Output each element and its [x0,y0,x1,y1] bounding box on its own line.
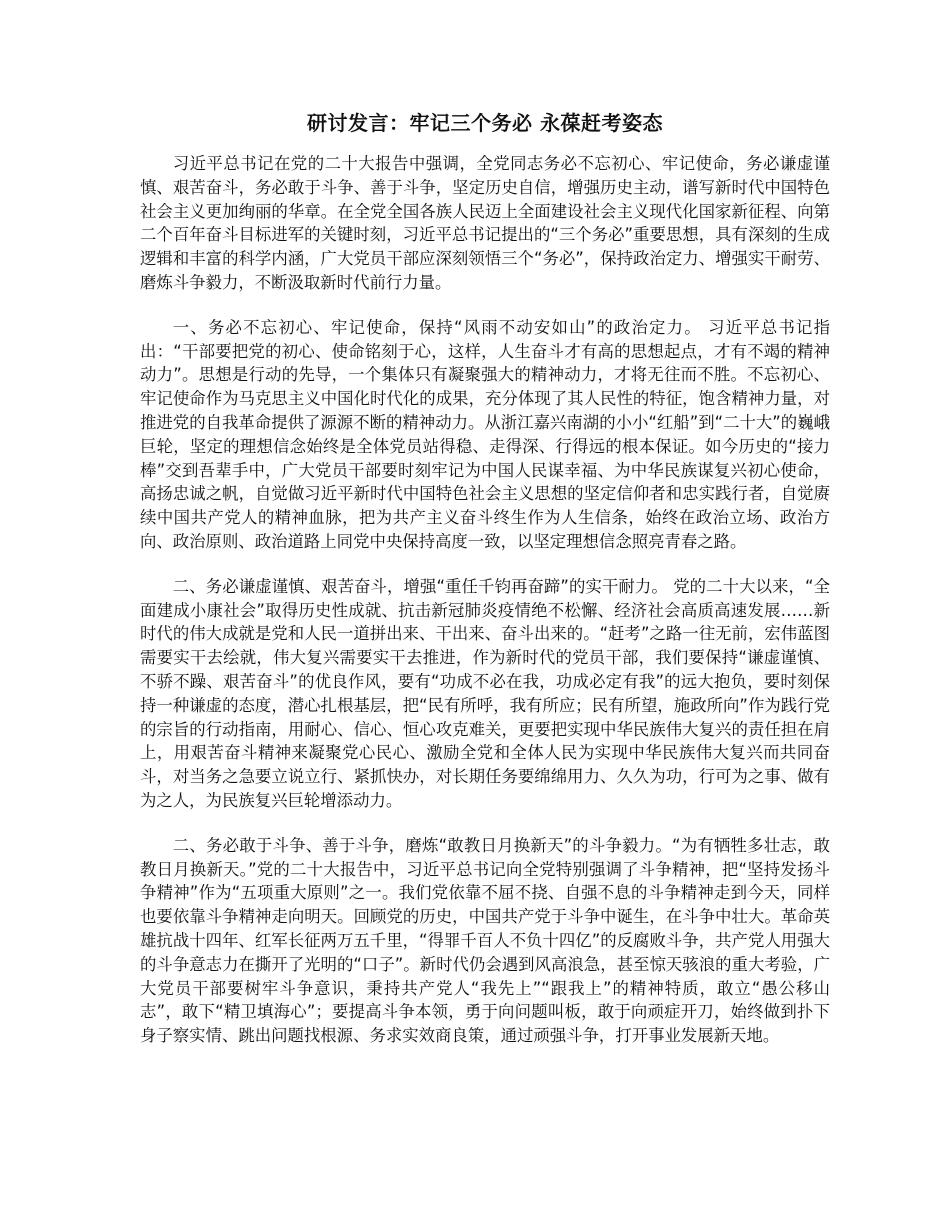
section-heading: 二、务必谦虚谨慎、艰苦奋斗，增强“重任千钧再奋蹄”的实干耐力。 [172,576,668,596]
paragraph-section-1 [140,316,830,554]
paragraph-section-3 [140,834,830,1048]
paragraph-body: 习近平总书记指出：“干部要把党的初心、使命铭刻于心，这样，人生奋斗才有高的思想起点，才有不竭的精神动力”。思想是行动的先导，一个集体只有凝聚强大的精神动力，才将无往而不胜。不忘初心、牢记使命作为马克思主义中国化时代化的成果，充分体现了其人民性的特征，饱含精神力量，对推进党的自我革命提供了源源不断的精神动力。从浙江嘉兴南湖的小小“红船”到“二十大”的巍峨巨轮，坚定的理想信念始终是全体党员站得稳、走得深、行得远的根本保证。如今历史的“接力棒”交到吾辈手中，广大党员干部要时刻牢记为中国人民谋幸福、为中华民族谋复兴初心使命，高扬忠诚之帆，自觉做习近平新时代中国特色社会主义思想的坚定信仰者和忠实践行者，自觉赓续中国共产党人的精神血脉，把为共产主义奋斗终生作为人生信条，始终在政治立场、政治方向、政治原则、政治道路上同党中央保持高度一致，以坚定理想信念照亮青春之路。 [140,317,831,551]
page-title: 研讨发言：牢记三个务必 永葆赶考姿态 [307,111,663,135]
paragraph-body: “为有牺牲多壮志，敢教日月换新天。”党的二十大报告中，习近平总书记向全党特别强调了斗争精神，把“坚持发扬斗争精神”作为“五项重大原则”之一。我们党依靠不屈不挠、自强不息的斗争精神走到今天，同样也要依靠斗争精神走向明天。回顾党的历史，中国共产党于斗争中诞生，在斗争中壮大。革命英雄抗战十四年、红军长征两万五千里，“得罪千百人不负十四亿”的反腐败斗争，共产党人用强大的斗争意志力在撕开了光明的“口子”。新时代仍会遇到风高浪急，甚至惊天骇浪的重大考验，广大党员干部要树牢斗争意识，秉持共产党人“我先上”“跟我上”的精神特质，敢立“愚公移山志”，敢下“精卫填海心”；要提高斗争本领，勇于向问题叫板，敢于向顽症开刀，始终做到扑下身子察实情、跳出问题找根源、务求实效商良策，通过顽强斗争，打开事业发展新天地。 [140,835,830,1046]
section-heading: 二、务必敢于斗争、善于斗争，磨炼“敢教日月换新天”的斗争毅力。 [172,835,672,855]
paragraph-section-2 [140,575,830,813]
document-page [140,108,830,1069]
paragraph-intro [140,152,830,295]
section-heading: 一、务必不忘初心、牢记使命，保持“风雨不动安如山”的政治定力。 [172,317,702,337]
paragraph-body: 党的二十大以来，“全面建成小康社会”取得历史性成就、抗击新冠肺炎疫情绝不松懈、经济社会高质高速发展……新时代的伟大成就是党和人民一道拼出来、干出来、奋斗出来的。“赶考”之路一往无前，宏伟蓝图需要实干去绘就，伟大复兴需要实干去推进，作为新时代的党员干部，我们要保持“谦虚谨慎、不骄不躁、艰苦奋斗”的优良作风，要有“功成不必在我，功成必定有我”的远大抱负，要时刻保持一种谦虚的态度，潜心扎根基层，把“民有所呼，我有所应；民有所望，施政所向”作为践行党的宗旨的行动指南，用耐心、信心、恒心攻克难关，更要把实现中华民族伟大复兴的责任担在肩上，用艰苦奋斗精神来凝聚党心民心、激励全党和全体人民为实现中华民族伟大复兴而共同奋斗，对当务之急要立说立行、紧抓快办，对长期任务要绵绵用力、久久为功，行可为之事、做有为之人，为民族复兴巨轮增添动力。 [140,576,830,810]
paragraph-body: 习近平总书记在党的二十大报告中强调，全党同志务必不忘初心、牢记使命，务必谦虚谨慎、艰苦奋斗，务必敢于斗争、善于斗争，坚定历史自信，增强历史主动，谱写新时代中国特色社会主义更加绚丽的华章。在全党全国各族人民迈上全面建设社会主义现代化国家新征程、向第二个百年奋斗目标进军的关键时刻，习近平总书记提出的“三个务必”重要思想，具有深刻的生成逻辑和丰富的科学内涵，广大党员干部应深刻领悟三个“务必”，保持政治定力、增强实干耐劳、磨炼斗争毅力，不断汲取新时代前行力量。 [140,154,830,292]
